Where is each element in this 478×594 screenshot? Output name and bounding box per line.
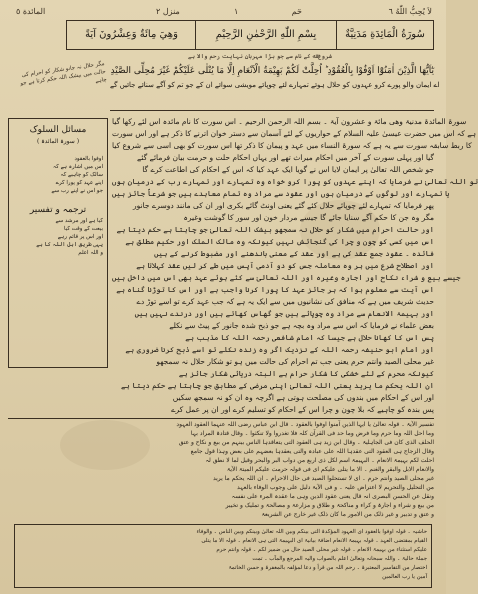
header-left: المائدة ٥ xyxy=(16,7,46,16)
page-number: ١ xyxy=(234,7,239,16)
page-header xyxy=(16,6,432,18)
text-line: ہے کہ اس میں حضرت عیسیٰ علیہ السلام کے حواریوں کے لئے آسمان سے دستر خوان اترنے کا ذکر ہے اور اس سورت xyxy=(112,129,476,138)
text-line: اور حالت احرام میں شکار کو حلال نہ سمجھو بیشک اللہ تعالیٰ جو چاہتا ہے حکم دیتا ہے xyxy=(116,225,434,234)
text-line: اس میں کسی کو چون و چرا کی گنجائش نہیں کیونکہ وہ مالک الملک اور حکیم مطلق ہے xyxy=(125,237,434,246)
verse-line: يٰٓاَيُّهَا الَّذِيْنَ اٰمَنُوْٓا اَوْفُوْا بِالْعُقُوْدِ ؕ اُحِلَّتْ لَكُمْ بَهِيْمَةُ الْاَنْعَامِ اِلَّا مَا يُتْلٰى عَلَيْكُمْ غَيْرَ مُحِلِّى الصَّيْدِ xyxy=(110,66,434,76)
text-line: فائدہ ۔ عقود جمع عقد کی ہے اور عقد کے معنی باندھنے اور مضبوط کرنے کے ہیں xyxy=(154,249,434,258)
sidebar-line: و اللہ اعلم xyxy=(78,250,103,256)
commentary-line: من بیع و شراء و اجارۃ و کراء و مناکحۃ و طلاق و مزارعۃ و مصالحۃ و تملیک و تخییر xyxy=(225,502,434,509)
commentary-line: وما احل اللہ وما حرم وما فرض وما حد فی القرآن کلہ فلا تغدروا ولا تنکثوا ۔ وقال قتادۃ المراد بہا xyxy=(190,430,434,437)
header-center-right: حٓم xyxy=(291,7,302,16)
bismillah: بِسْمِ اللّٰهِ الرَّحْمٰنِ الرَّحِيْمِ xyxy=(215,29,317,40)
sidebar-line: اس میں اشارہ ہے کہ xyxy=(52,164,103,170)
header-right: لاَ يُحِبُّ اللّٰهُ ٦ xyxy=(388,7,432,16)
text-line: یا تمہارے اور لوگوں کے درمیان ہوں اور عقود سے مراد وہ تمام معاہدے ہیں جو شرعاً جائز ہیں xyxy=(112,189,450,198)
text-line: اور اصطلاح شرع میں ہر وہ معاملہ جس کو دو آدمی آپس میں طے کر لیں عقد کہلاتا ہے xyxy=(136,261,434,270)
sidebar-line: اپنے عہد کو پورا کرے xyxy=(55,180,103,186)
text-line: مگر وہ جن کا حکم آگے سنایا جائے گا جیسے مردار خون اور سور کا گوشت وغیرہ xyxy=(183,213,434,222)
footnote-line: علیکم استثناء من بہیمۃ الانعام ۔ قولہ غیر محلی الصید حال من ضمیر لکم ۔ قولہ وانتم حرم xyxy=(216,547,427,553)
sidebar-heading: مسائل السلوک xyxy=(29,125,87,135)
commentary-line: تفسیر الآیۃ ۔ قولہ تعالیٰ یا ایہا الذین آمنوا اوفوا بالعقود ۔ قال ابن عباس رضی اللہ عنہما العقود العہود xyxy=(176,421,434,428)
commentary-line: احلت لکم بہیمۃ الانعام ۔ البہیمۃ اسم لکل ذی اربع من دواب البر والبحر وقیل لما لا نطق لہ xyxy=(205,457,434,464)
text-line: حدیث شریف میں ہے کہ منافق کی نشانیوں میں سے ایک یہ ہے کہ جب عہد کرے تو اسے توڑ دے xyxy=(136,297,434,306)
sidebar-line: یہی طریق اہل اللہ کا ہے xyxy=(36,242,103,248)
surah-title-box xyxy=(66,20,434,50)
commentary-line: من التحلیل والتحریم لا اعتراض علیہ ۔ و فی الآیۃ دلیل علی وجوب الوفاء بالعہد xyxy=(237,484,434,491)
commentary-line: وقال الزجاج ہی العقود التی عقدہا اللہ علی عبادہ والتی یعقدہا بعضہم علی بعض وہذا قول جامع xyxy=(190,448,434,455)
divider xyxy=(336,21,337,49)
sidebar-line: کیا ہے اور مرشد سے xyxy=(55,218,103,224)
sidebar-line: سالک کو چاہیے کہ xyxy=(60,172,103,178)
text-line: جیسے بیع و شراء نکاح اور اجارہ وغیرہ اور اللہ تعالیٰ سے کئے ہوئے عہد بھی اس میں داخل ہیں xyxy=(112,273,461,282)
main-commentary xyxy=(112,116,478,420)
section-divider xyxy=(8,418,434,419)
commentary-line: الحلف الذی کان فی الجاہلیۃ ۔ وقال ابن زید ہی العقود التی یتعاقدہا الناس بینہم من بیع و نکاح و عتق xyxy=(178,439,434,446)
bismillah-translation: شروع ﷲ کے نام سے جو بڑا مہربان نہایت رحم والا ہے xyxy=(187,53,333,60)
sidebar-line: جو اس نے اپنے رب سے xyxy=(51,188,103,194)
text-line: پس اس کا کھانا حلال ہے جیسا کہ امام شافعی رحمہ اللہ کا مذہب ہے xyxy=(185,333,434,342)
verse-text xyxy=(110,64,440,111)
text-line: پھر فرمایا کہ تمہارے لئے چوپائے حلال کئے گئے یعنی اونٹ گائے بکری اور ان کی مانند دوسرے جانور xyxy=(133,201,434,210)
text-line: سورۃ المائدۃ مدنیۃ وھی مائۃ و عشرون آیۃ ۔ بسم اللہ الرحمن الرحیم ۔ اس سورت کا نام مائدہ اس لئے رکھا گیا xyxy=(112,117,467,126)
sidebar-line: اور اس پر قائم رہے xyxy=(57,234,103,240)
sidebar-line: اوفوا بالعقود xyxy=(74,156,103,162)
footnote-box xyxy=(14,524,432,588)
text-line: کیونکہ محرم کے لئے خشکی کا شکار حرام ہے البتہ دریائی شکار جائز ہے xyxy=(178,369,434,378)
commentary-line: و عتق و تدبیر و غیر ذلک من الامور ما کان ذلک غیر خارج عن الشریعۃ xyxy=(261,511,434,518)
commentary-line: غیر محلی الصید وانتم حرم ۔ ای لا تستحلوا الصید فی حال الاحرام ۔ ان اللہ یحکم ما یرید xyxy=(212,475,434,482)
verse-translation-line: اے ایمان والو پورے کرو عہدوں کو حلال ہوئے تمہارے لئے چوپائے مویشی سوائے ان کے جو تم کو آگے سنائے جائیں گے xyxy=(110,81,440,89)
text-line: گیا اور پہلی سورت کے آخر میں احکام میراث تھے اور یہاں احکام حلت و حرمت بیان فرمائے گئے xyxy=(136,153,434,162)
sidebar-ref: ( سورۃ المائدۃ ) xyxy=(36,138,80,145)
text-line: جو شخص اللہ تعالیٰ پر ایمان لایا اس نے گویا ایک عہد کیا کہ اس کے احکام کی اطاعت کرے گا xyxy=(142,165,434,174)
commentary-line: والانعام الابل والبقر والغنم ۔ الا ما یتلی علیکم ای فی قولہ حرمت علیکم المیتۃ الآیۃ xyxy=(226,466,434,473)
text-line: اس آیت سے معلوم ہوا کہ ہر جائز عہد کا پورا کرنا واجب ہے اور اس کا توڑنا گناہ ہے xyxy=(116,285,434,294)
surah-name: سُورَةُ الْمَائِدَةِ مَدَنِيَّةٌ xyxy=(345,29,425,40)
footnote-line: جملۃ حالیۃ ۔ واللہ سبحانہ وتعالیٰ اعلم بالصواب والیہ المرجع والمآب ۔ تمت xyxy=(252,556,427,562)
text-line: کا ربط سابقہ سورت سے یہ ہے کہ سورۃ النساء میں عہد و پیمان کا ذکر تھا اس سورت کو بھی اسی سے شروع کیا xyxy=(112,141,472,150)
text-line: اور اس کے احکام میں بندوں کی مصلحت ہوتی ہے اگرچہ وہ ان کو نہ سمجھ سکیں xyxy=(172,393,434,402)
text-line: تو اللہ تعالیٰ نے فرمایا کہ اپنے عہدوں کو پورا کرو خواہ وہ تمہارے اور تمہارے رب کے درمیان ہوں xyxy=(112,177,478,186)
text-line: اور امام ابو حنیفہ رحمہ اللہ کے نزدیک اگر وہ زندہ نکلے تو اسے ذبح کرنا ضروری ہے xyxy=(125,345,434,354)
sidebar-heading-2: ترجمہ و تفسیر xyxy=(29,205,87,215)
manzil-marker: منزل ٢ xyxy=(156,7,180,16)
text-line: اور بہیمۃ الانعام سے مراد وہ چوپائے ہیں جو گھاس کھاتے ہیں اور درندے نہیں ہیں xyxy=(134,309,434,318)
margin-note: مگر حلال نہ جانو شکار کو احرام کی حالت میں بیشک اللہ حکم کرتا ہے جو چاہے xyxy=(19,60,108,87)
footnote-line: اختصار من التفاسیر المعتبرۃ ۔ رحم اللہ من قرأ و دعا لمؤلفہ بالمغفرۃ و حسن الخاتمۃ xyxy=(228,565,427,571)
footnote-line: حاشیہ ۔ قولہ اوفوا بالعقود ای العہود المؤکدۃ التی بینکم وبین اللہ تعالیٰ وبینکم وبین الناس ۔ والوفاء xyxy=(196,529,427,535)
verse-count: وَهِيَ مِائَةٌ وَعِشْرُونَ آيَةً xyxy=(85,29,178,40)
footnote-line: آمین یا رب العالمین xyxy=(382,574,427,580)
sidebar-line: بیعت کے وقت کیا xyxy=(64,226,103,232)
arabic-commentary xyxy=(10,420,434,520)
text-line: غیر محلی الصید وانتم حرم یعنی جب تم احرام کی حالت میں ہو تو شکار حلال نہ سمجھو xyxy=(156,357,434,366)
text-line: بعض علماء نے فرمایا کہ اس سے مراد وہ بچہ ہے جو ذبح شدہ جانور کے پیٹ سے نکلے xyxy=(169,321,434,330)
footnote-line: القیام بمقتضی العہد ۔ قولہ بہیمۃ الانعام اضافۃ بیانیۃ ای البہیمۃ التی ہی الانعام ۔ قولہ الا ما یتلی xyxy=(201,538,427,544)
text-line: پس بندہ کو چاہیے کہ بلا چون و چرا اس کے احکام کو تسلیم کرے اور ان پر عمل کرے xyxy=(171,405,434,414)
sidebar-box xyxy=(8,118,108,368)
text-line: ان اللہ یحکم ما یرید یعنی اللہ تعالیٰ اپنی مرضی کے مطابق جو چاہتا ہے حکم دیتا ہے xyxy=(121,381,434,390)
commentary-line: ونقل عن الحسن البصری انہ قال یعنی عقود الدین وہی ما عقدہ المرء علی نفسہ xyxy=(231,493,434,500)
